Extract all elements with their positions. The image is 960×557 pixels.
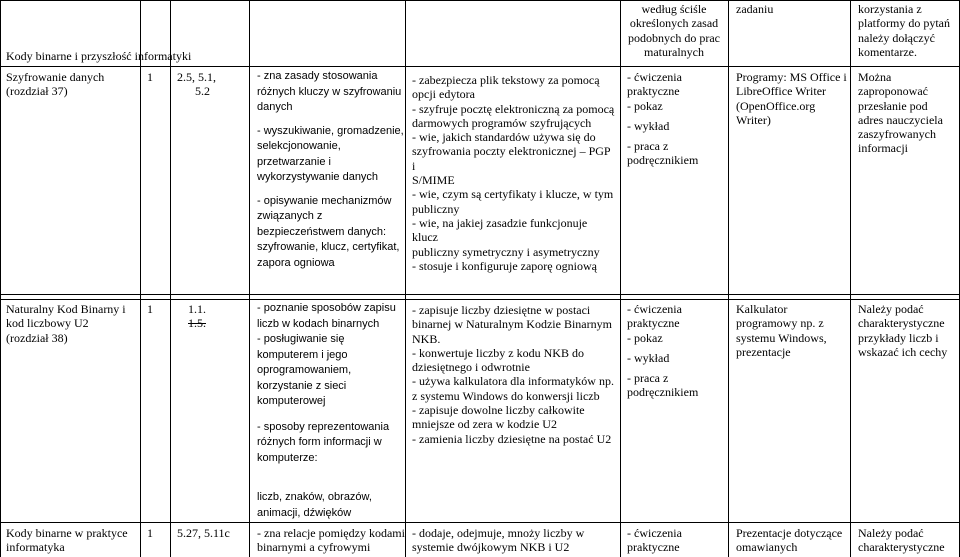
row1-sections-line: 5.2 (195, 84, 210, 99)
grid-line-hours (170, 0, 171, 557)
header-col-g-line: określonych zasad (629, 16, 719, 31)
row3-sections: 5.27, 5.11c (177, 526, 230, 540)
row1-outcomes-line: - szyfruje pocztę elektroniczną za pomocą (412, 101, 615, 116)
row2-content-line (257, 478, 405, 490)
row1-outcomes-line: - wie, na jakiej zasadzie funkcjonuje klucz (412, 215, 588, 245)
row2-notes-line: wskazać ich cechy (858, 344, 948, 359)
row1-outcomes-line: - wie, jakich standardów używa się do (412, 130, 596, 145)
row3-tools (736, 526, 848, 555)
header-row-border (0, 66, 960, 67)
row2-content-line (257, 466, 405, 478)
row1-content-line: - opisywanie mechanizmów (257, 194, 392, 207)
row3-topic (6, 526, 138, 555)
grid-line-sections (249, 0, 250, 557)
row2-content-line: korzystanie z sieci (257, 379, 347, 392)
row1-notes-line: informacji (858, 141, 908, 156)
row1-outcomes-line: darmowych programów szyfrujących (412, 115, 592, 130)
row1-content-line (257, 186, 405, 194)
row3-outcomes-line: systemie dwójkowym NKB i U2 (412, 540, 570, 555)
header-col-g-line: podobnych do prac (628, 30, 720, 45)
row2-outcomes (412, 303, 615, 446)
row1-methods-line: praktyczne (627, 84, 680, 99)
grid-line-left (0, 0, 1, 557)
header-col-i-line: korzystania z (858, 2, 922, 16)
row2-bottom-border (0, 522, 960, 523)
row3-tools-line: Prezentacje dotyczące (736, 526, 843, 540)
row2-content-line: - sposoby reprezentowania (257, 420, 390, 433)
row1-notes-line: Można (858, 70, 892, 84)
row2-content-line: liczb w kodach binarnych (257, 317, 380, 330)
header-left-title: Kody binarne i przyszłość informatyki (6, 49, 192, 63)
header-col-g (620, 2, 728, 59)
row2-notes-line: przykłady liczb i (858, 330, 939, 345)
row1-notes-line: zaproponować (858, 84, 928, 99)
row2-notes (858, 302, 958, 359)
row2-outcomes-line: - zamienia liczby dziesiętne na postać U2 (412, 431, 612, 446)
row2-content-line: komputerem i jego (257, 348, 348, 361)
row1-content-line: wykorzystywanie danych (257, 171, 379, 183)
row1-content-line: różnych kluczy w szyfrowaniu (257, 85, 402, 98)
row1-content-line: bezpieczeństwem danych: (257, 225, 387, 238)
row3-hours: 1 (147, 526, 153, 540)
row2-content-line: komputerowej (257, 395, 326, 407)
row1-tools-line: Writer) (736, 112, 771, 127)
row1-content-line: związanych z (257, 210, 323, 222)
row1-notes-line: przesłanie pod (858, 98, 928, 113)
row2-outcomes-line: dziesiętnego i odwrotnie (412, 360, 530, 375)
row2-content-line: oprogramowaniem, (257, 364, 352, 376)
row3-notes-line: charakterystyczne (858, 540, 945, 555)
row1-sections-line: 2.5, 5.1, (177, 70, 216, 84)
row1-outcomes (412, 73, 615, 273)
grid-line-methods (728, 0, 729, 557)
row1-hours: 1 (147, 70, 153, 84)
row2-outcomes-line: NKB. (412, 331, 441, 346)
row1-tools (736, 70, 848, 127)
row1-notes (858, 70, 958, 156)
row1-tools-line: LibreOffice Writer (736, 84, 827, 99)
row1-methods-line: - praca z (627, 139, 669, 154)
header-col-i (858, 2, 958, 59)
row3-content-line: binarnymi a cyfrowymi (257, 540, 371, 555)
row3-topic-line: Kody binarne w praktyce (6, 526, 128, 540)
row2-tools (736, 302, 848, 359)
row2-methods-line: - praca z (627, 371, 669, 386)
row1-content-line: przetwarzanie i (257, 155, 331, 168)
row1-topic-line: (rozdział 37) (6, 84, 68, 99)
row2-notes-line: Należy podać (858, 302, 924, 316)
row2-sections (188, 302, 248, 331)
row3-tools-line: omawianych (736, 540, 798, 555)
row2-content-line (257, 410, 405, 420)
row2-sections-line: 1.5. (188, 316, 206, 331)
row2-content-line: liczb, znaków, obrazów, (257, 491, 372, 503)
row1-tools-line: (OpenOffice.org (736, 98, 816, 113)
row2-content-line: animacji, dźwięków (257, 506, 352, 519)
row2-outcomes-line: z systemu Windows do konwersji liczb (412, 388, 600, 403)
row1-outcomes-line: opcji edytora (412, 87, 475, 102)
row2-methods (627, 302, 727, 400)
row1-outcomes-line: S/MIME (412, 173, 455, 188)
row1-content-line: zapora ogniowa (257, 256, 335, 269)
header-col-g-line: według ściśle (641, 2, 707, 16)
row1-methods-line: - wykład (627, 118, 670, 133)
header-col-g-line: maturalnych (644, 44, 704, 59)
grid-line-outcomes (620, 0, 621, 557)
row3-content (257, 526, 405, 555)
row2-content-line: różnych form informacji w (257, 436, 382, 448)
row3-outcomes (412, 526, 615, 555)
row2-tools-line: systemu Windows, (736, 330, 827, 345)
row1-content-line: danych (257, 101, 293, 113)
row3-methods (627, 526, 727, 555)
row2-content-line: komputerze: (257, 451, 318, 464)
row1-methods-line: - ćwiczenia (627, 70, 682, 84)
row2-topic-line: Naturalny Kod Binarny i (6, 302, 126, 316)
row3-methods-line: - ćwiczenia (627, 526, 682, 540)
row1-notes-line: zaszyfrowanych (858, 127, 936, 142)
row3-notes-line: Należy podać (858, 526, 924, 540)
row1-outcomes-line: szyfrowania poczty elektronicznej – PGP i (412, 144, 611, 173)
row2-hours: 1 (147, 302, 153, 316)
row2-topic-line: (rozdział 38) (6, 330, 68, 345)
row2-notes-line: charakterystyczne (858, 316, 945, 331)
row2-tools-line: programowy np. z (736, 316, 824, 331)
row2-outcomes-line: - zapisuje dowolne liczby całkowite (412, 403, 585, 418)
row1-outcomes-line: - zabezpiecza plik tekstowy za pomocą (412, 73, 600, 87)
row3-methods-line: praktyczne (627, 540, 680, 555)
row1-content-line (257, 116, 405, 124)
row1-methods-line: - pokaz (627, 98, 663, 113)
row2-methods-line: - pokaz (627, 330, 663, 345)
row2-outcomes-line: mniejsze od zera w kodzie U2 (412, 417, 557, 432)
row2-content (257, 301, 405, 521)
row1-topic-line: Szyfrowanie danych (6, 70, 105, 84)
row2-outcomes-line: - zapisuje liczby dziesiętne w postaci (412, 303, 591, 317)
row1-content-line: szyfrowanie, klucz, certyfikat, (257, 241, 400, 253)
grid-line-topic (140, 0, 141, 557)
row2-topic-line: kod liczbowy U2 (6, 316, 89, 331)
row3-outcomes-line: - dodaje, odejmuje, mnoży liczby w (412, 526, 585, 540)
header-col-i-line: należy dołączyć (858, 30, 935, 45)
header-col-h: zadaniu (736, 2, 774, 16)
row3-notes (858, 526, 958, 555)
row2-tools-line: prezentacje (736, 344, 791, 359)
row2-tools-line: Kalkulator (736, 302, 788, 316)
row1-outcomes-line: publiczny (412, 201, 460, 216)
row2-content-line: - poznanie sposobów zapisu (257, 302, 396, 314)
row1-content-line: - wyszukiwanie, gromadzenie, (257, 124, 404, 137)
row2-topic (6, 302, 138, 345)
row2-sections-line: 1.1. (188, 302, 206, 316)
row1-methods-line: podręcznikiem (627, 153, 699, 168)
row3-content-line: - zna relacje pomiędzy kodami (257, 526, 405, 540)
row1-methods (627, 70, 727, 168)
row1-topic (6, 70, 138, 99)
row1-notes-line: adres nauczyciela (858, 112, 943, 127)
row2-content-line: - posługiwanie się (257, 333, 345, 345)
row2-outcomes-line: - używa kalkulatora dla informatyków np. (412, 374, 614, 389)
row1-outcomes-line: - stosuje i konfiguruje zaporę ogniową (412, 258, 597, 273)
row2-methods-line: podręcznikiem (627, 385, 699, 400)
row1-content (257, 69, 405, 271)
row1-tools-line: Programy: MS Office i (736, 70, 847, 84)
row1-content-line: selekcjonowanie, (257, 140, 341, 152)
row2-methods-line: praktyczne (627, 316, 680, 331)
row1-outcomes-line: - wie, czym są certyfikaty i klucze, w tym (412, 187, 614, 202)
row1-sections (177, 70, 247, 99)
row1-outcomes-line: publiczny symetryczny i asymetryczny (412, 244, 600, 259)
row2-methods-line: - wykład (627, 350, 670, 365)
row1-bottom-border (0, 294, 960, 295)
row2-outcomes-line: binarnej w Naturalnym Kodzie Binarnym (412, 317, 612, 332)
table-top-border (0, 0, 960, 1)
row3-topic-line: informatyka (6, 540, 65, 555)
header-col-i-line: platformy do pytań (858, 16, 950, 31)
grid-line-tools (850, 0, 851, 557)
row2-top-border (0, 299, 960, 300)
row2-methods-line: - ćwiczenia (627, 302, 682, 316)
grid-line-content (405, 0, 406, 557)
header-col-i-line: komentarze. (858, 44, 917, 59)
row2-outcomes-line: - konwertuje liczby z kodu NKB do (412, 345, 584, 360)
row1-content-line: - zna zasady stosowania (257, 70, 378, 82)
